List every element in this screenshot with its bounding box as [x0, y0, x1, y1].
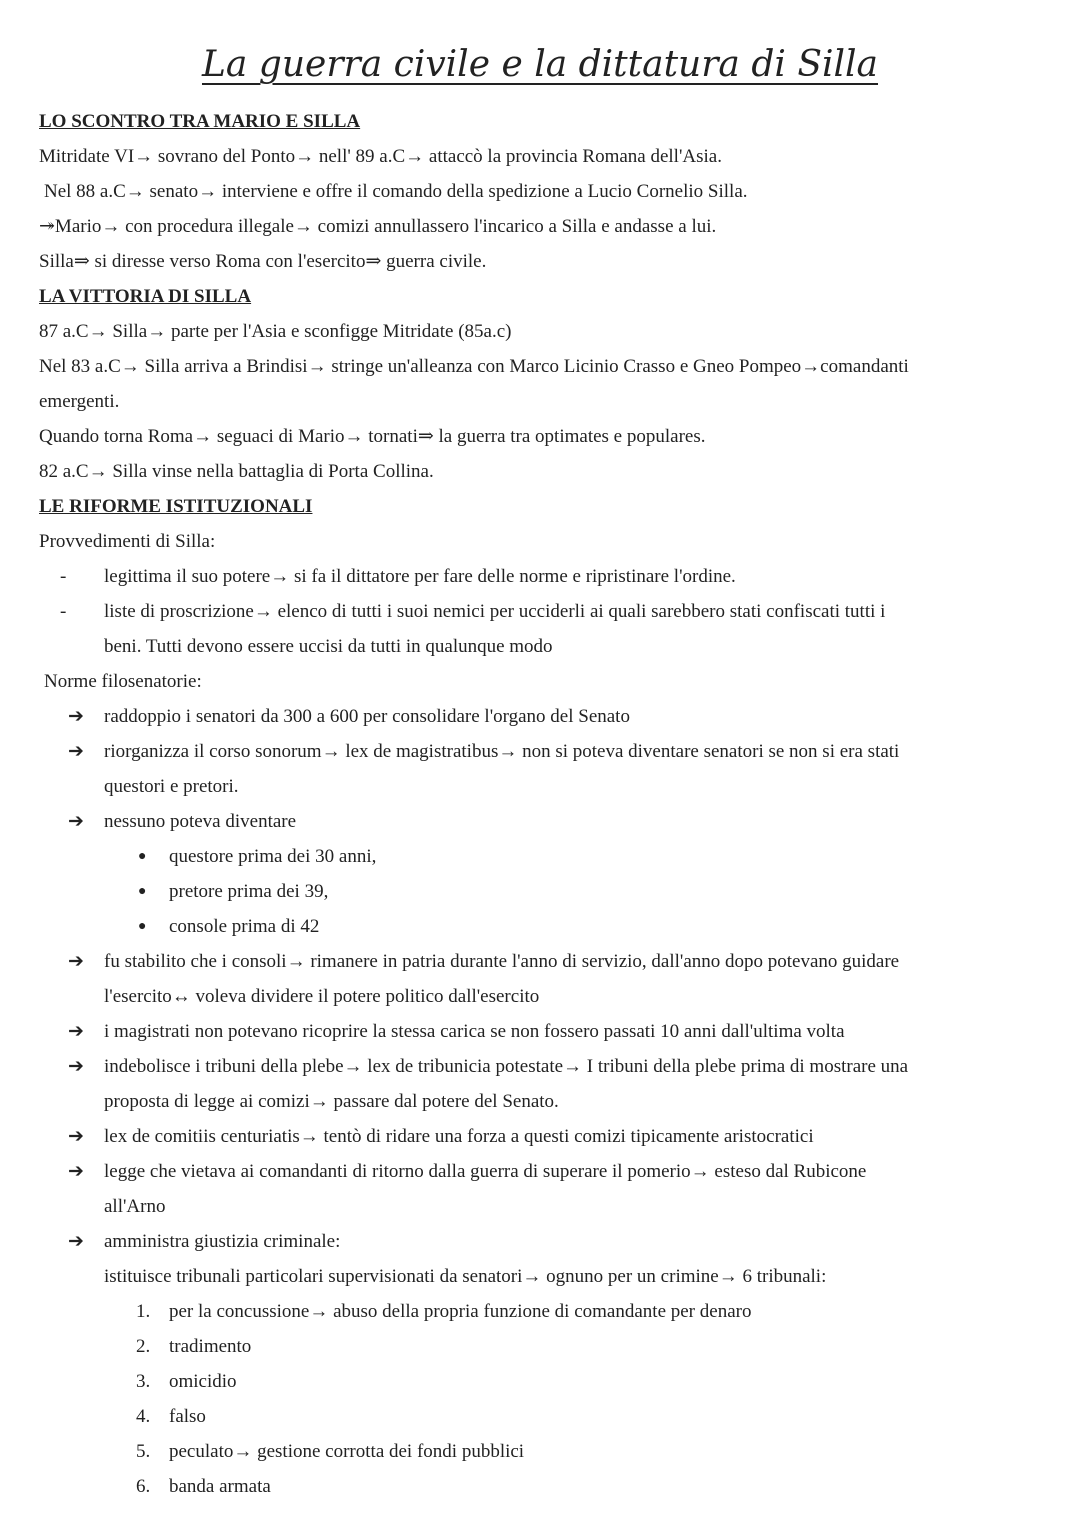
- norme-item: nessuno poteva diventare: [104, 811, 297, 832]
- arrow-bullet-icon: ➔: [68, 741, 84, 762]
- page-title: La guerra civile e la dittatura di Silla: [201, 44, 879, 85]
- list-number: 2.: [136, 1336, 151, 1357]
- list-number: 4.: [136, 1406, 151, 1427]
- norme-item-continuation: l'esercito↔ voleva dividere il potere politico dall'esercito: [104, 986, 540, 1007]
- section-heading-riforme: LE RIFORME ISTITUZIONALI: [39, 496, 313, 517]
- norme-heading: Norme filosenatorie:: [44, 671, 202, 692]
- tribunale-item: per la concussione→ abuso della propria funzione di comandante per denaro: [169, 1301, 752, 1322]
- text-line: emergenti.: [39, 391, 120, 412]
- list-item: liste di proscrizione→ elenco di tutti i suoi nemici per ucciderli ai quali sarebbero stati confiscati tutti i: [104, 601, 886, 622]
- tribunale-item: tradimento: [169, 1336, 252, 1357]
- age-limit-item: console prima di 42: [169, 916, 320, 937]
- list-number: 6.: [136, 1476, 151, 1497]
- text-line: ↠Mario→ con procedura illegale→ comizi annullassero l'incarico a Silla e andasse a lui.: [39, 216, 717, 237]
- norme-item-continuation: all'Arno: [104, 1196, 166, 1217]
- norme-item: fu stabilito che i consoli→ rimanere in patria durante l'anno di servizio, dall'anno dopo potevano guidare: [104, 951, 900, 972]
- norme-item-continuation: questori e pretori.: [104, 776, 239, 797]
- arrow-bullet-icon: ➔: [68, 1231, 84, 1252]
- text-line: Nel 83 a.C→ Silla arriva a Brindisi→ stringe un'alleanza con Marco Licinio Crasso e Gneo Pompeo→comandanti: [39, 356, 909, 377]
- text-line: 87 a.C→ Silla→ parte per l'Asia e sconfigge Mitridate (85a.c): [39, 321, 512, 342]
- section-heading-vittoria: LA VITTORIA DI SILLA: [39, 286, 252, 307]
- text-line: Silla⇒ si diresse verso Roma con l'esercito⇒ guerra civile.: [39, 251, 487, 272]
- tribunale-item: peculato→ gestione corrotta dei fondi pubblici: [169, 1441, 525, 1462]
- norme-item-continuation: proposta di legge ai comizi→ passare dal potere del Senato.: [104, 1091, 559, 1112]
- dash-marker: -: [60, 601, 67, 622]
- list-number: 3.: [136, 1371, 151, 1392]
- bullet-dot-icon: ●: [138, 849, 147, 864]
- arrow-bullet-icon: ➔: [68, 951, 84, 972]
- tribunale-item: banda armata: [169, 1476, 271, 1497]
- text-line: Mitridate VI→ sovrano del Ponto→ nell' 89 a.C→ attaccò la provincia Romana dell'Asia.: [39, 146, 722, 167]
- arrow-bullet-icon: ➔: [68, 1021, 84, 1042]
- norme-item: indebolisce i tribuni della plebe→ lex de tribunicia potestate→ I tribuni della plebe prima di mostrare una: [104, 1056, 909, 1077]
- norme-item: lex de comitiis centuriatis→ tentò di ridare una forza a questi comizi tipicamente aristocratici: [104, 1126, 814, 1147]
- section-heading-scontro: LO SCONTRO TRA MARIO E SILLA: [39, 111, 361, 132]
- text-line: Quando torna Roma→ seguaci di Mario→ tornati⇒ la guerra tra optimates e populares.: [39, 426, 706, 447]
- norme-item-continuation: istituisce tribunali particolari supervisionati da senatori→ ognuno per un crimine→ 6 tribunali:: [104, 1266, 827, 1287]
- age-limit-item: pretore prima dei 39,: [169, 881, 329, 902]
- norme-item: legge che vietava ai comandanti di ritorno dalla guerra di superare il pomerio→ esteso dal Rubicone: [104, 1161, 867, 1182]
- dash-marker: -: [60, 566, 67, 587]
- intro-line: Provvedimenti di Silla:: [39, 531, 216, 552]
- norme-item: riorganizza il corso sonorum→ lex de magistratibus→ non si poteva diventare senatori se non si era stati: [104, 741, 900, 762]
- norme-item: i magistrati non potevano ricoprire la stessa carica se non fossero passati 10 anni dall'ultima volta: [104, 1021, 845, 1042]
- arrow-bullet-icon: ➔: [68, 706, 84, 727]
- arrow-bullet-icon: ➔: [68, 1126, 84, 1147]
- age-limit-item: questore prima dei 30 anni,: [169, 846, 377, 867]
- tribunale-item: falso: [169, 1406, 206, 1427]
- arrow-bullet-icon: ➔: [68, 811, 84, 832]
- arrow-bullet-icon: ➔: [68, 1161, 84, 1182]
- bullet-dot-icon: ●: [138, 919, 147, 934]
- norme-item: raddoppio i senatori da 300 a 600 per consolidare l'organo del Senato: [104, 706, 630, 727]
- list-item-continuation: beni. Tutti devono essere uccisi da tutti in qualunque modo: [104, 636, 553, 657]
- list-item: legittima il suo potere→ si fa il dittatore per fare delle norme e ripristinare l'ordine.: [104, 566, 736, 587]
- tribunale-item: omicidio: [169, 1371, 237, 1392]
- norme-item: amministra giustizia criminale:: [104, 1231, 341, 1252]
- text-line: 82 a.C→ Silla vinse nella battaglia di Porta Collina.: [39, 461, 434, 482]
- arrow-bullet-icon: ➔: [68, 1056, 84, 1077]
- text-line: Nel 88 a.C→ senato→ interviene e offre il comando della spedizione a Lucio Cornelio Silla.: [44, 181, 748, 202]
- list-number: 5.: [136, 1441, 151, 1462]
- bullet-dot-icon: ●: [138, 884, 147, 899]
- list-number: 1.: [136, 1301, 151, 1322]
